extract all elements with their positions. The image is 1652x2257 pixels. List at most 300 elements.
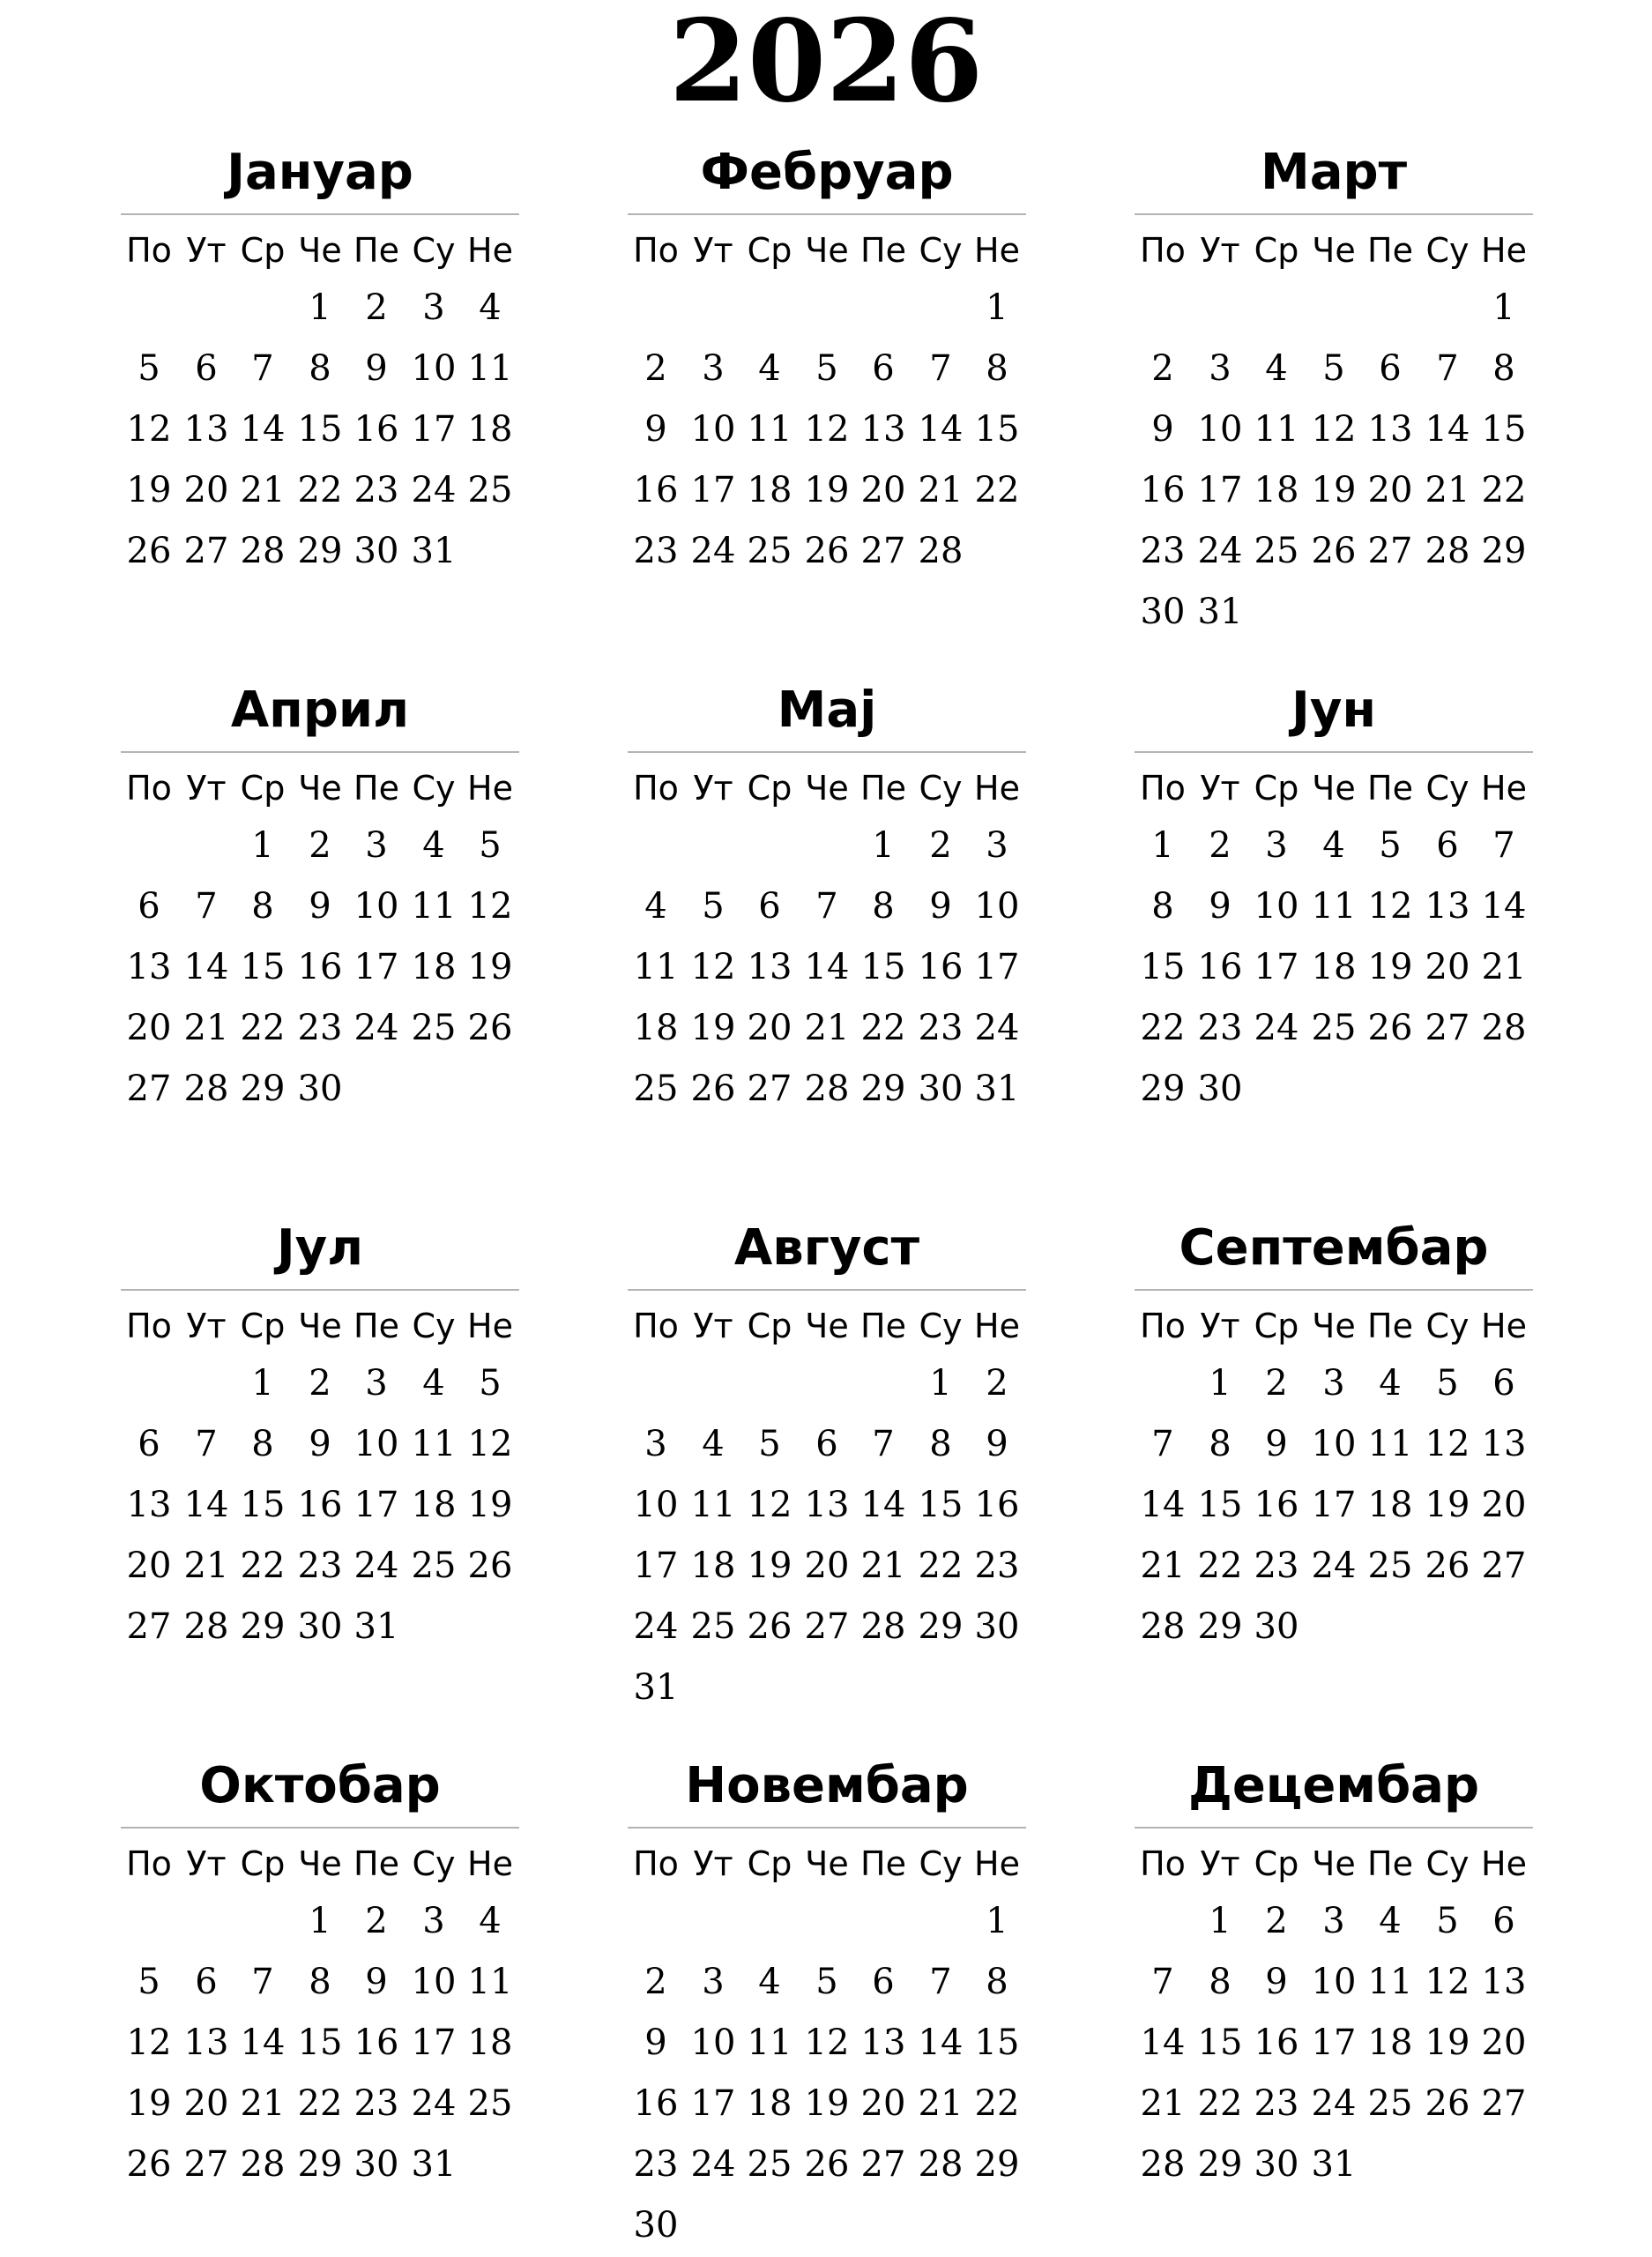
day-number: 3 xyxy=(422,287,445,328)
day-number: 26 xyxy=(126,2144,172,2185)
day-number: 9 xyxy=(309,1424,331,1464)
weekday-label: По xyxy=(1140,231,1186,270)
month-block xyxy=(628,677,1026,1171)
day-number: 20 xyxy=(860,2083,906,2124)
day-number: 15 xyxy=(918,1485,964,1525)
day-number: 1 xyxy=(929,1363,952,1404)
day-number: 13 xyxy=(860,409,906,450)
day-number: 11 xyxy=(467,348,513,389)
weekday-label: По xyxy=(1140,1844,1186,1883)
day-number: 1 xyxy=(872,825,895,866)
weekday-label: Не xyxy=(1481,231,1527,270)
day-number: 29 xyxy=(1140,1069,1186,1109)
day-number: 25 xyxy=(747,2144,793,2185)
weekday-label: Ут xyxy=(186,1844,227,1883)
day-number: 10 xyxy=(353,1424,399,1464)
day-number: 26 xyxy=(747,1606,793,1647)
weekday-label: Че xyxy=(1312,231,1356,270)
day-number: 29 xyxy=(240,1069,286,1109)
month-name: Септембар xyxy=(1179,1219,1489,1277)
day-number: 31 xyxy=(633,1667,679,1708)
day-number: 4 xyxy=(1379,1901,1402,1941)
day-number: 21 xyxy=(183,1546,229,1586)
weekday-label: Пе xyxy=(353,231,399,270)
day-number: 17 xyxy=(1254,947,1299,987)
day-number: 17 xyxy=(1197,470,1243,510)
day-number: 18 xyxy=(747,470,793,510)
weekday-label: Су xyxy=(919,769,963,808)
day-number: 23 xyxy=(1254,2083,1299,2124)
day-number: 29 xyxy=(297,531,343,571)
day-number: 18 xyxy=(633,1008,679,1048)
day-number: 6 xyxy=(138,886,160,927)
day-number: 24 xyxy=(974,1008,1020,1048)
day-number: 22 xyxy=(860,1008,906,1048)
day-number: 11 xyxy=(411,886,457,927)
month-name: Јун xyxy=(1291,682,1377,739)
day-number: 30 xyxy=(918,1069,964,1109)
weekday-label: По xyxy=(633,231,679,270)
day-number: 21 xyxy=(1140,1546,1186,1586)
day-number: 10 xyxy=(690,2022,736,2063)
weekday-label: Не xyxy=(974,1844,1020,1883)
day-number: 5 xyxy=(479,1363,502,1404)
day-number: 8 xyxy=(1209,1424,1232,1464)
day-number: 28 xyxy=(183,1606,229,1647)
weekday-label: По xyxy=(1140,769,1186,808)
weekday-label: По xyxy=(633,769,679,808)
day-number: 5 xyxy=(479,825,502,866)
day-number: 19 xyxy=(467,947,513,987)
weekday-label: Ут xyxy=(1200,1844,1240,1883)
day-number: 24 xyxy=(690,531,736,571)
day-number: 5 xyxy=(138,1962,160,2002)
day-number: 20 xyxy=(1425,947,1470,987)
day-number: 18 xyxy=(747,2083,793,2124)
weekday-label: Пе xyxy=(860,1307,906,1345)
day-number: 7 xyxy=(1151,1424,1174,1464)
day-number: 12 xyxy=(467,886,513,927)
day-number: 14 xyxy=(1140,1485,1186,1525)
day-number: 20 xyxy=(183,2083,229,2124)
weekday-header xyxy=(1135,1300,1533,1352)
weekday-label: Ср xyxy=(1254,769,1299,808)
month-divider xyxy=(628,213,1026,215)
day-number: 6 xyxy=(1379,348,1402,389)
weekday-header xyxy=(1135,762,1533,815)
weekday-label: Ут xyxy=(693,769,733,808)
day-number: 8 xyxy=(251,886,274,927)
weekday-label: Не xyxy=(1481,769,1527,808)
day-number: 21 xyxy=(183,1008,229,1048)
month-divider xyxy=(628,1827,1026,1829)
weekday-label: Пе xyxy=(1367,231,1413,270)
month-divider xyxy=(1135,213,1533,215)
day-number: 15 xyxy=(240,1485,286,1525)
day-number: 1 xyxy=(1209,1363,1232,1404)
day-number: 22 xyxy=(1481,470,1527,510)
day-number: 7 xyxy=(195,1424,218,1464)
day-number: 23 xyxy=(353,470,399,510)
month-divider xyxy=(1135,751,1533,753)
day-number: 25 xyxy=(633,1069,679,1109)
day-number: 3 xyxy=(1209,348,1232,389)
day-number: 28 xyxy=(1140,2144,1186,2185)
day-number: 7 xyxy=(929,348,952,389)
day-number: 4 xyxy=(479,1901,502,1941)
day-number: 7 xyxy=(251,1962,274,2002)
day-number: 8 xyxy=(251,1424,274,1464)
day-number: 19 xyxy=(1367,947,1413,987)
day-number: 23 xyxy=(918,1008,964,1048)
day-number: 20 xyxy=(183,470,229,510)
weekday-label: Че xyxy=(298,231,342,270)
day-number: 25 xyxy=(411,1008,457,1048)
day-number: 9 xyxy=(644,409,667,450)
day-number: 20 xyxy=(126,1546,172,1586)
day-number: 4 xyxy=(702,1424,725,1464)
month-block xyxy=(121,1753,519,2246)
day-number: 21 xyxy=(240,2083,286,2124)
day-number: 30 xyxy=(1197,1069,1243,1109)
weekday-label: Пе xyxy=(1367,769,1413,808)
day-number: 12 xyxy=(467,1424,513,1464)
day-number: 21 xyxy=(918,470,964,510)
day-number: 22 xyxy=(297,470,343,510)
day-number: 19 xyxy=(1425,2022,1470,2063)
day-number: 1 xyxy=(309,287,331,328)
day-number: 22 xyxy=(1140,1008,1186,1048)
day-number: 15 xyxy=(974,409,1020,450)
day-number: 30 xyxy=(297,1069,343,1109)
day-number: 24 xyxy=(690,2144,736,2185)
weekday-label: Ут xyxy=(186,769,227,808)
day-number: 21 xyxy=(804,1008,850,1048)
month-divider xyxy=(121,751,519,753)
day-number: 1 xyxy=(309,1901,331,1941)
weekday-label: Че xyxy=(805,231,849,270)
day-number: 1 xyxy=(251,825,274,866)
day-number: 8 xyxy=(1492,348,1515,389)
day-number: 22 xyxy=(297,2083,343,2124)
day-number: 1 xyxy=(986,1901,1008,1941)
month-block xyxy=(1135,139,1533,633)
day-number: 8 xyxy=(1209,1962,1232,2002)
day-number: 24 xyxy=(411,470,457,510)
day-number: 16 xyxy=(633,470,679,510)
day-number: 30 xyxy=(1140,592,1186,632)
weekday-label: Су xyxy=(412,1307,456,1345)
day-number: 25 xyxy=(690,1606,736,1647)
weekday-label: Су xyxy=(919,1844,963,1883)
day-number: 3 xyxy=(986,825,1008,866)
day-number: 6 xyxy=(1492,1363,1515,1404)
day-number: 12 xyxy=(804,2022,850,2063)
day-number: 16 xyxy=(297,1485,343,1525)
day-number: 25 xyxy=(467,2083,513,2124)
day-number: 18 xyxy=(467,2022,513,2063)
weekday-label: Ср xyxy=(747,231,793,270)
day-number: 3 xyxy=(1265,825,1288,866)
day-number: 6 xyxy=(872,348,895,389)
weekday-label: Че xyxy=(298,1307,342,1345)
weekday-header xyxy=(121,1837,519,1890)
weekday-label: Су xyxy=(1425,769,1470,808)
day-number: 8 xyxy=(1151,886,1174,927)
day-number: 27 xyxy=(126,1606,172,1647)
day-number: 17 xyxy=(690,470,736,510)
day-number: 18 xyxy=(411,1485,457,1525)
day-number: 4 xyxy=(644,886,667,927)
day-number: 30 xyxy=(297,1606,343,1647)
day-number: 23 xyxy=(1140,531,1186,571)
day-number: 16 xyxy=(297,947,343,987)
weekday-label: Не xyxy=(467,231,513,270)
day-number: 20 xyxy=(747,1008,793,1048)
day-number: 10 xyxy=(411,1962,457,2002)
day-number: 7 xyxy=(815,886,838,927)
day-number: 26 xyxy=(126,531,172,571)
day-number: 16 xyxy=(1140,470,1186,510)
weekday-label: По xyxy=(126,1307,172,1345)
weekday-header xyxy=(121,224,519,277)
weekday-header xyxy=(628,1837,1026,1890)
day-number: 26 xyxy=(1311,531,1357,571)
weekday-label: Пе xyxy=(353,769,399,808)
day-number: 17 xyxy=(690,2083,736,2124)
day-number: 27 xyxy=(1481,2083,1527,2124)
day-number: 13 xyxy=(860,2022,906,2063)
day-number: 24 xyxy=(353,1546,399,1586)
month-divider xyxy=(1135,1827,1533,1829)
day-number: 14 xyxy=(1425,409,1470,450)
day-number: 13 xyxy=(1367,409,1413,450)
day-number: 22 xyxy=(1197,2083,1243,2124)
weekday-label: Пе xyxy=(860,769,906,808)
weekday-label: Че xyxy=(805,769,849,808)
day-number: 15 xyxy=(974,2022,1020,2063)
day-number: 27 xyxy=(1367,531,1413,571)
weekday-label: Ср xyxy=(240,1307,286,1345)
day-number: 14 xyxy=(183,1485,229,1525)
day-number: 17 xyxy=(411,2022,457,2063)
day-number: 22 xyxy=(1197,1546,1243,1586)
day-number: 11 xyxy=(1367,1962,1413,2002)
day-number: 19 xyxy=(747,1546,793,1586)
day-number: 8 xyxy=(929,1424,952,1464)
day-number: 16 xyxy=(974,1485,1020,1525)
day-number: 12 xyxy=(126,2022,172,2063)
day-number: 6 xyxy=(872,1962,895,2002)
month-divider xyxy=(121,213,519,215)
day-number: 7 xyxy=(1151,1962,1174,2002)
day-number: 4 xyxy=(422,825,445,866)
day-number: 14 xyxy=(240,2022,286,2063)
day-number: 2 xyxy=(365,287,388,328)
day-number: 4 xyxy=(1322,825,1345,866)
day-number: 6 xyxy=(1492,1901,1515,1941)
day-number: 4 xyxy=(479,287,502,328)
weekday-label: Че xyxy=(1312,1307,1356,1345)
day-number: 31 xyxy=(353,1606,399,1647)
month-divider xyxy=(628,1289,1026,1291)
weekday-header xyxy=(1135,1837,1533,1890)
weekday-label: Су xyxy=(1425,1844,1470,1883)
day-number: 13 xyxy=(126,947,172,987)
day-number: 18 xyxy=(1367,1485,1413,1525)
day-number: 23 xyxy=(297,1546,343,1586)
day-number: 19 xyxy=(804,2083,850,2124)
day-number: 28 xyxy=(804,1069,850,1109)
weekday-label: Че xyxy=(1312,1844,1356,1883)
day-number: 23 xyxy=(353,2083,399,2124)
weekday-label: Ут xyxy=(186,231,227,270)
day-number: 7 xyxy=(195,886,218,927)
weekday-label: Ут xyxy=(693,231,733,270)
weekday-header xyxy=(628,762,1026,815)
day-number: 26 xyxy=(1425,2083,1470,2124)
day-number: 1 xyxy=(251,1363,274,1404)
weekday-label: Не xyxy=(467,1307,513,1345)
day-number: 14 xyxy=(804,947,850,987)
weekday-label: Ср xyxy=(747,1307,793,1345)
day-number: 27 xyxy=(860,531,906,571)
day-number: 9 xyxy=(1265,1962,1288,2002)
weekday-label: Ср xyxy=(747,769,793,808)
day-number: 11 xyxy=(467,1962,513,2002)
day-number: 21 xyxy=(1481,947,1527,987)
weekday-label: Не xyxy=(1481,1844,1527,1883)
day-number: 5 xyxy=(758,1424,781,1464)
day-number: 9 xyxy=(365,348,388,389)
day-number: 11 xyxy=(1254,409,1299,450)
day-number: 27 xyxy=(1425,1008,1470,1048)
day-number: 11 xyxy=(633,947,679,987)
day-number: 13 xyxy=(183,2022,229,2063)
day-number: 28 xyxy=(1481,1008,1527,1048)
day-number: 24 xyxy=(353,1008,399,1048)
day-number: 28 xyxy=(860,1606,906,1647)
day-number: 4 xyxy=(422,1363,445,1404)
weekday-label: Су xyxy=(1425,231,1470,270)
weekday-label: По xyxy=(633,1307,679,1345)
month-divider xyxy=(628,751,1026,753)
day-number: 12 xyxy=(1425,1424,1470,1464)
day-number: 17 xyxy=(411,409,457,450)
weekday-label: Пе xyxy=(860,1844,906,1883)
day-number: 20 xyxy=(1481,1485,1527,1525)
day-number: 14 xyxy=(1140,2022,1186,2063)
day-number: 2 xyxy=(309,1363,331,1404)
month-divider xyxy=(1135,1289,1533,1291)
day-number: 18 xyxy=(690,1546,736,1586)
weekday-label: Су xyxy=(412,769,456,808)
day-number: 13 xyxy=(1425,886,1470,927)
day-number: 10 xyxy=(1197,409,1243,450)
day-number: 28 xyxy=(1140,1606,1186,1647)
day-number: 26 xyxy=(804,531,850,571)
day-number: 28 xyxy=(1425,531,1470,571)
weekday-label: Ут xyxy=(693,1844,733,1883)
day-number: 23 xyxy=(297,1008,343,1048)
weekday-label: Ср xyxy=(1254,1307,1299,1345)
day-number: 19 xyxy=(126,2083,172,2124)
day-number: 2 xyxy=(1209,825,1232,866)
day-number: 25 xyxy=(467,470,513,510)
day-number: 28 xyxy=(918,531,964,571)
weekday-label: Че xyxy=(298,769,342,808)
day-number: 12 xyxy=(1311,409,1357,450)
day-number: 15 xyxy=(240,947,286,987)
day-number: 14 xyxy=(860,1485,906,1525)
day-number: 27 xyxy=(183,531,229,571)
day-number: 2 xyxy=(986,1363,1008,1404)
day-number: 2 xyxy=(1151,348,1174,389)
day-number: 29 xyxy=(918,1606,964,1647)
day-number: 3 xyxy=(644,1424,667,1464)
weekday-label: Че xyxy=(805,1844,849,1883)
month-block xyxy=(121,139,519,633)
day-number: 28 xyxy=(240,2144,286,2185)
day-number: 6 xyxy=(758,886,781,927)
day-number: 16 xyxy=(1254,2022,1299,2063)
weekday-label: Не xyxy=(974,769,1020,808)
day-number: 7 xyxy=(929,1962,952,2002)
day-number: 12 xyxy=(1425,1962,1470,2002)
day-number: 5 xyxy=(815,1962,838,2002)
day-number: 9 xyxy=(986,1424,1008,1464)
day-number: 23 xyxy=(1254,1546,1299,1586)
day-number: 30 xyxy=(1254,2144,1299,2185)
day-number: 5 xyxy=(815,348,838,389)
day-number: 18 xyxy=(467,409,513,450)
day-number: 1 xyxy=(986,287,1008,328)
month-name: Јул xyxy=(276,1219,364,1277)
day-number: 28 xyxy=(183,1069,229,1109)
day-number: 27 xyxy=(126,1069,172,1109)
day-number: 6 xyxy=(195,1962,218,2002)
day-number: 22 xyxy=(240,1008,286,1048)
day-number: 15 xyxy=(1140,947,1186,987)
day-number: 29 xyxy=(297,2144,343,2185)
day-number: 15 xyxy=(1197,2022,1243,2063)
day-number: 9 xyxy=(309,886,331,927)
day-number: 13 xyxy=(1481,1424,1527,1464)
day-number: 3 xyxy=(422,1901,445,1941)
day-number: 27 xyxy=(183,2144,229,2185)
month-name: Новембар xyxy=(685,1757,969,1814)
weekday-label: Пе xyxy=(353,1844,399,1883)
day-number: 27 xyxy=(747,1069,793,1109)
day-number: 16 xyxy=(353,2022,399,2063)
weekday-label: Пе xyxy=(353,1307,399,1345)
month-block xyxy=(1135,1215,1533,1709)
day-number: 26 xyxy=(1367,1008,1413,1048)
weekday-label: Ср xyxy=(1254,1844,1299,1883)
day-number: 21 xyxy=(1425,470,1470,510)
day-number: 30 xyxy=(353,531,399,571)
weekday-label: Пе xyxy=(860,231,906,270)
weekday-label: Су xyxy=(412,1844,456,1883)
day-number: 27 xyxy=(804,1606,850,1647)
day-number: 19 xyxy=(126,470,172,510)
weekday-label: Ут xyxy=(1200,769,1240,808)
day-number: 4 xyxy=(1379,1363,1402,1404)
month-name: Октобар xyxy=(199,1757,441,1814)
day-number: 19 xyxy=(804,470,850,510)
day-number: 27 xyxy=(860,2144,906,2185)
day-number: 15 xyxy=(297,2022,343,2063)
